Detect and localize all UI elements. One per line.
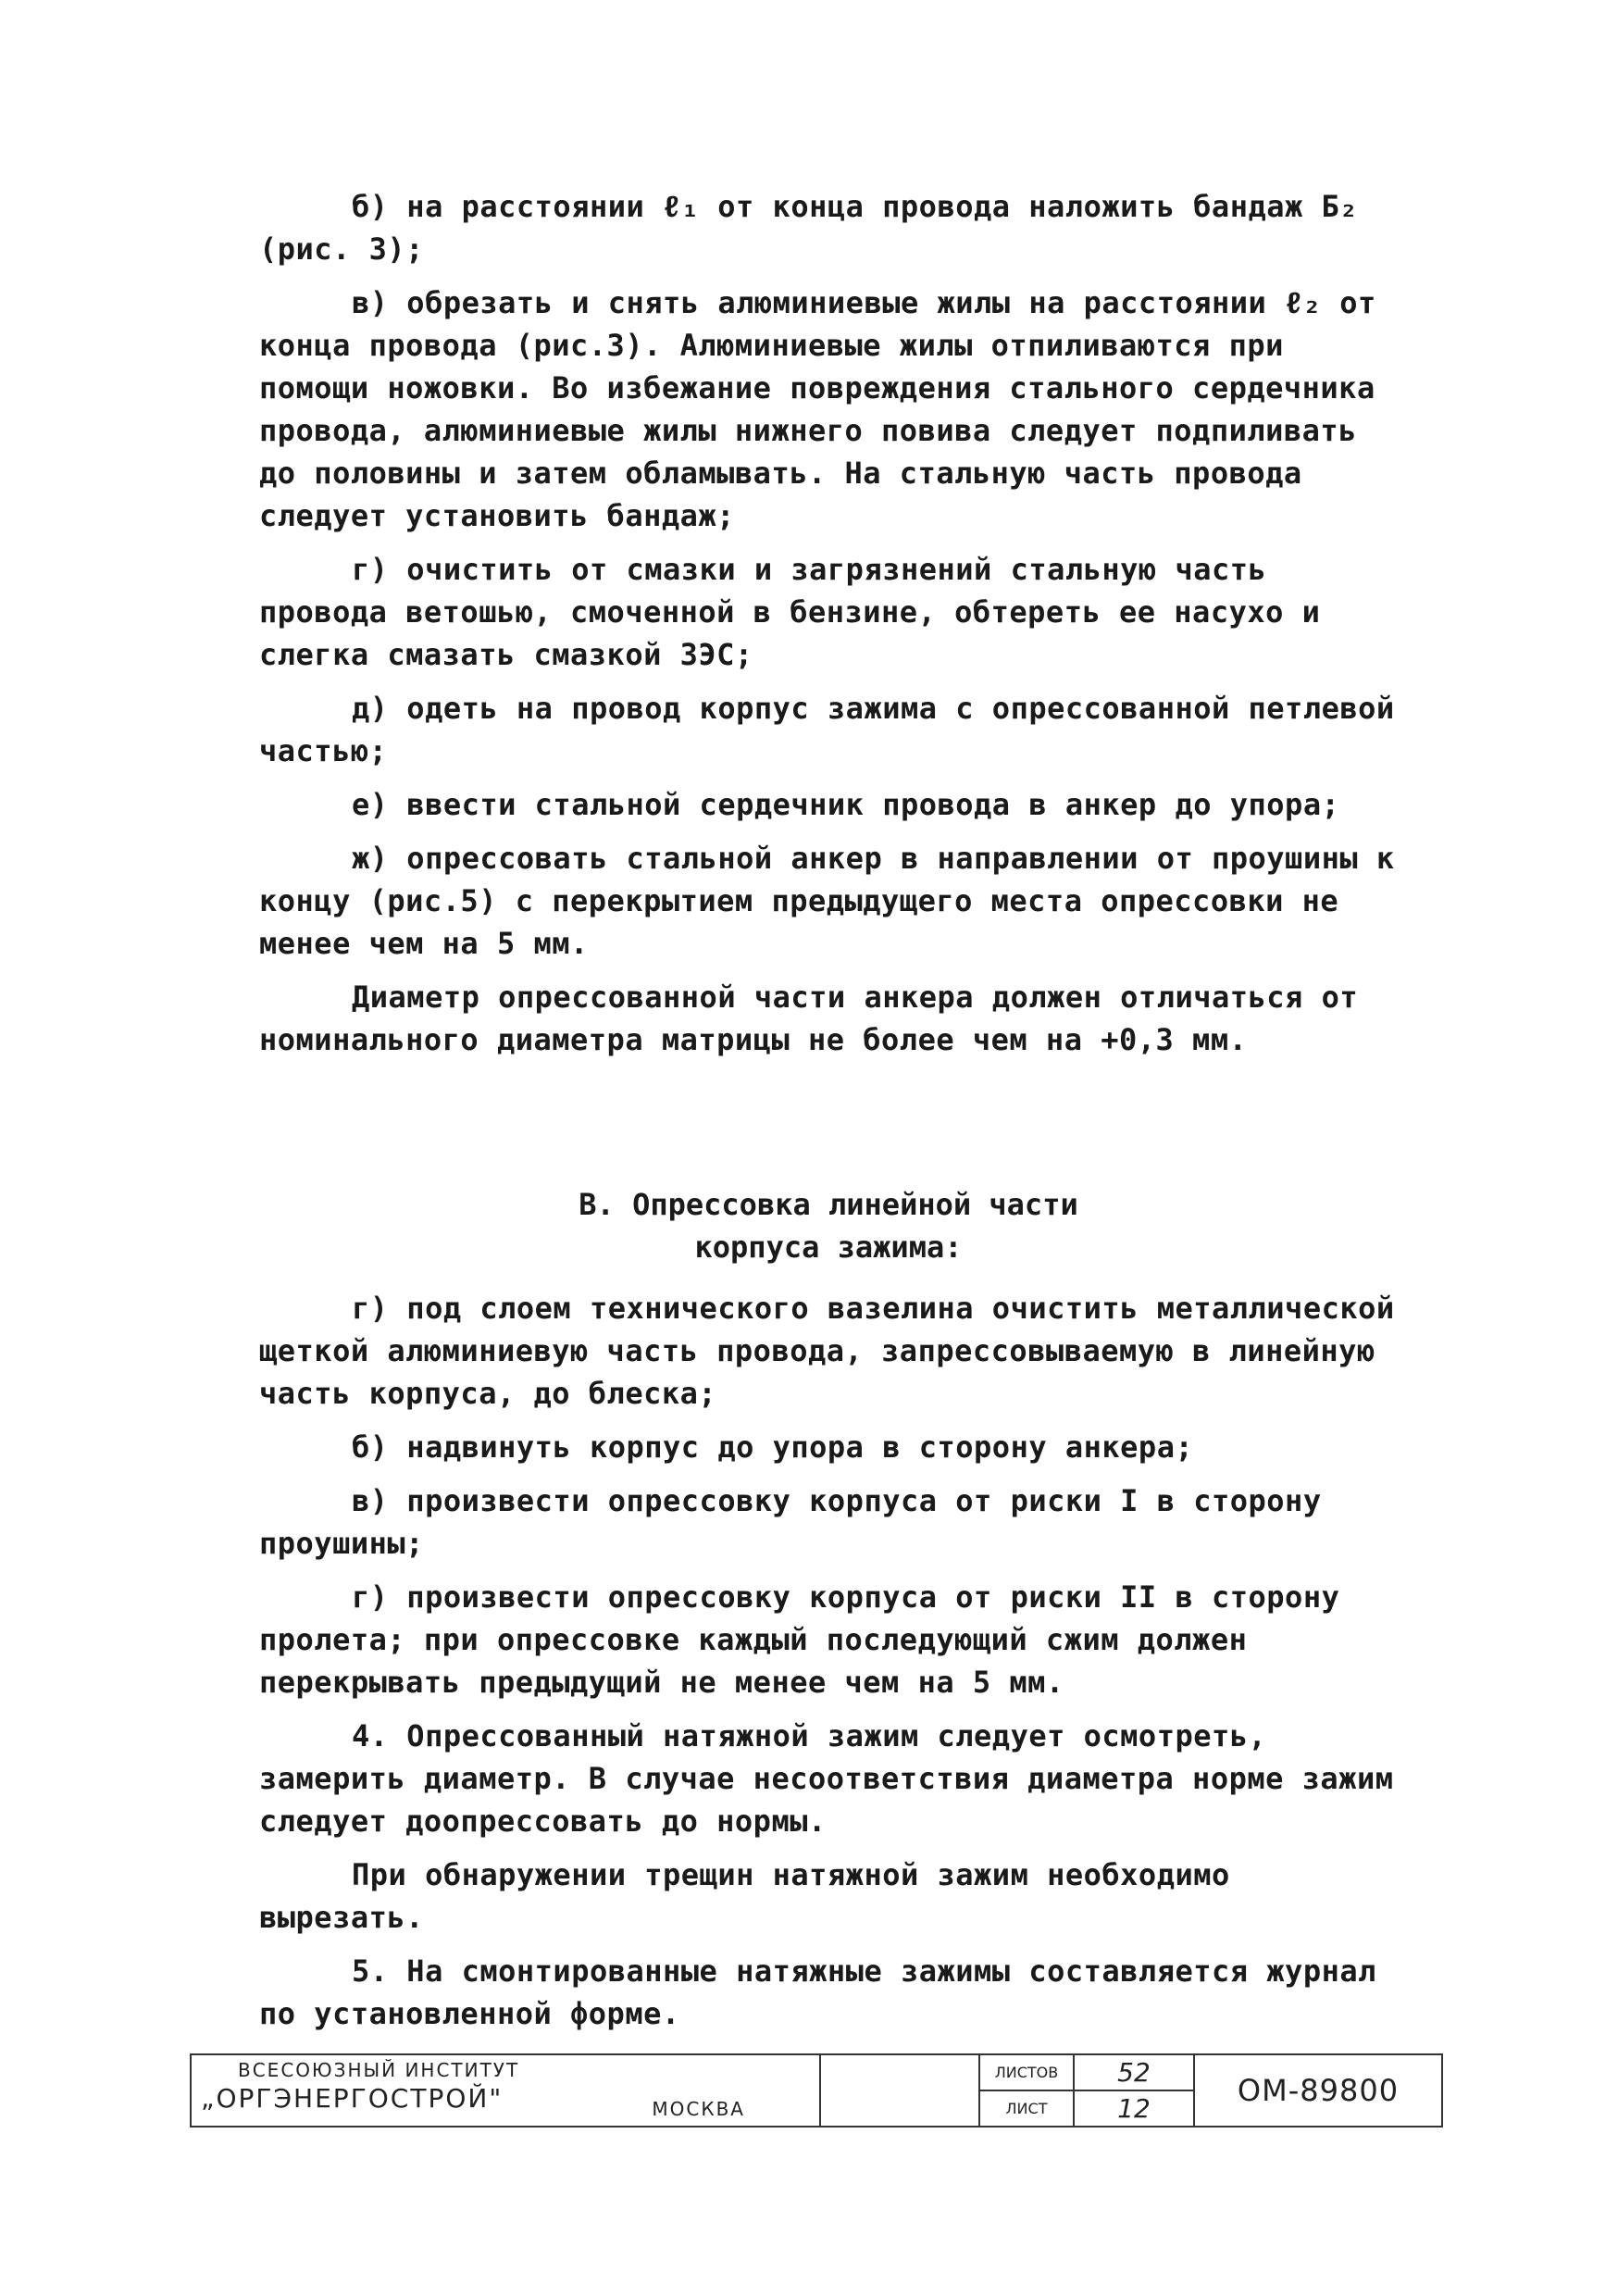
paragraph-5-journal: 5. На смонтированные натяжные зажимы составляется журнал по установленной форме. <box>259 1953 1376 2031</box>
paragraph-clean-aluminium: г) под слоем технического вазелина очистить металлической щеткой алюминиевую часть провода, запрессовываемую в линейную часть корпуса, до блеска; <box>259 1291 1395 1411</box>
stamp-sheet-number-value: 12 <box>1117 2093 1151 2124</box>
paragraph-cracks: При обнаружении трещин натяжной зажим необходимо вырезать. <box>259 1857 1230 1935</box>
paragraph-press-toward-span: г) произвести опрессовку корпуса от риски II в сторону пролета; при опрессовке каждый последующий сжим должен перекрывать предыдущий не менее чем на 5 мм. <box>259 1579 1340 1700</box>
paragraph-4-inspect: 4. Опрессованный натяжной зажим следует осмотреть, замерить диаметр. В случае несоответствия диаметра норме зажим следует доопрессовать до нормы. <box>259 1718 1394 1839</box>
stamp-org-line2: „ОРГЭНЕРГОСТРОЙ" <box>201 2083 504 2114</box>
document-body-part1 <box>259 185 1398 1061</box>
section-heading-line1: В. Опрессовка линейной части <box>579 1187 1078 1222</box>
section-heading-line2: корпуса зажима: <box>694 1229 963 1265</box>
stamp-blank-cell <box>821 2055 980 2126</box>
stamp-sheet-number-row <box>980 2091 1193 2126</box>
stamp-city: МОСКВА <box>652 2098 745 2120</box>
section-heading <box>259 1183 1398 1268</box>
paragraph-v-cut-wires: в) обрезать и снять алюминиевые жилы на расстоянии ℓ₂ от конца провода (рис.3). Алюминиевые жилы отпиливаются при помощи ножовки. Во избежание повреждения стального сердечника провода, алюминиевые жилы нижнего повива следует подпиливать до половины и затем обламывать. На стальную часть провода следует установить бандаж; <box>259 285 1376 533</box>
stamp-organization <box>192 2055 821 2126</box>
title-block-stamp <box>190 2053 1443 2128</box>
paragraph-b-bandage: б) на расстоянии ℓ₁ от конца провода наложить бандаж Б₂ (рис. 3); <box>259 189 1359 267</box>
stamp-sheets-total-row <box>980 2055 1193 2091</box>
paragraph-e-insert-core: е) ввести стальной сердечник провода в анкер до упора; <box>352 787 1340 822</box>
paragraph-anchor-diameter: Диаметр опрессованной части анкера должен отличаться от номинального диаметра матрицы не более чем на +0,3 мм. <box>259 980 1359 1057</box>
stamp-sheets <box>980 2055 1195 2126</box>
stamp-document-code: ОМ-89800 <box>1237 2073 1400 2108</box>
paragraph-g-clean: г) очистить от смазки и загрязнений стальную часть провода ветошью, смоченной в бензине, обтереть ее насухо и слегка смазать смазкой ЗЭС; <box>259 552 1321 672</box>
paragraph-d-put-body: д) одеть на провод корпус зажима с опрессованной петлевой частью; <box>259 691 1395 768</box>
paragraph-press-toward-eye: в) произвести опрессовку корпуса от риски I в сторону проушины; <box>259 1483 1322 1561</box>
stamp-sheets-total-label: ЛИСТОВ <box>980 2055 1075 2090</box>
stamp-sheets-total-value: 52 <box>1117 2057 1151 2088</box>
paragraph-push-body: б) надвинуть корпус до упора в сторону анкера; <box>352 1429 1194 1465</box>
stamp-org-line1: ВСЕСОЮЗНЫЙ ИНСТИТУТ <box>238 2059 520 2081</box>
paragraph-zh-press-anchor: ж) опрессовать стальной анкер в направлении от проушины к концу (рис.5) с перекрытием предыдущего места опрессовки не менее чем на 5 мм. <box>259 841 1395 961</box>
stamp-sheet-number-label: ЛИСТ <box>980 2091 1075 2126</box>
document-body-part2 <box>259 1287 1398 2035</box>
